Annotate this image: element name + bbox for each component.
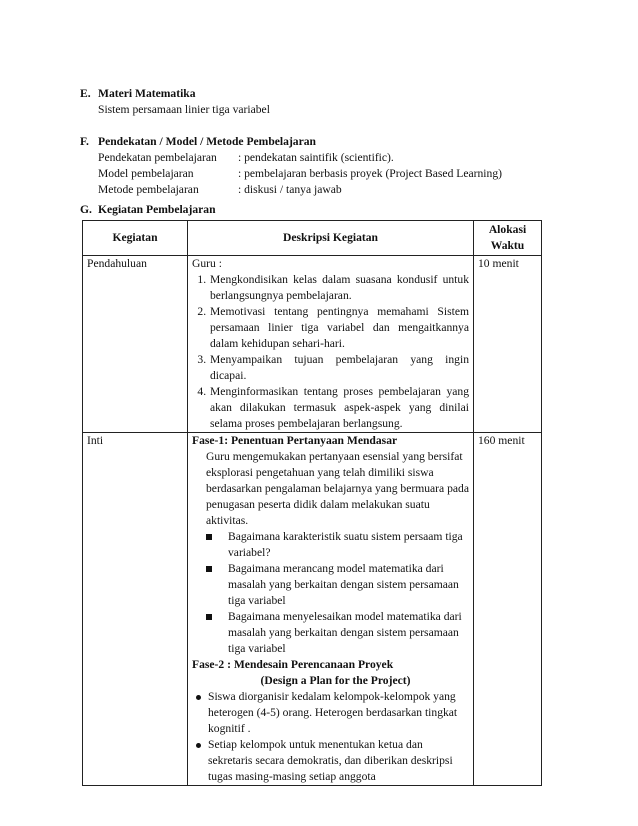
fase-2-heading: Fase-2 : Mendesain Perencanaan Proyek (192, 658, 394, 671)
pendahuluan-list (192, 272, 469, 432)
list-item: 3. Menyampaikan tujuan pembelajaran yang ingin dicapai. (209, 352, 469, 384)
section-g-title: Kegiatan Pembelajaran (98, 203, 216, 216)
section-e-title: Materi Matematika (98, 87, 196, 100)
cell-alokasi: 160 menit (474, 433, 542, 786)
table-row-pendahuluan (83, 256, 542, 433)
list-item: Siswa diorganisir kedalam kelompok-kelompok yang heterogen (4-5) orang. Heterogen berdasarkan tingkat kognitif . (208, 689, 469, 737)
fase-1-questions (192, 529, 469, 657)
section-f-row (98, 166, 560, 182)
header-kegiatan: Kegiatan (83, 221, 188, 256)
cell-kegiatan: Inti (83, 433, 188, 786)
fase-2-subtitle: (Design a Plan for the Project) (260, 674, 411, 687)
section-f-title: Pendekatan / Model / Metode Pembelajaran (98, 135, 316, 148)
section-g-letter: G. (80, 203, 92, 216)
row-key: Model pembelajaran (98, 167, 194, 180)
list-item: 4. Menginformasikan tentang proses pembelajaran yang akan dilakukan termasuk aspek-aspek yang dinilai selama proses pembelajaran berlangsung. (209, 384, 469, 432)
list-item: 1. Mengkondisikan kelas dalam suasana kondusif untuk berlangsungnya pembelajaran. (209, 272, 469, 304)
kegiatan-table (82, 220, 542, 786)
fase-1-description: Guru mengemukakan pertanyaan esensial yang bersifat eksplorasi pengetahuan yang telah dimiliki siswa berdasarkan pengalaman belajarnya yang bermuara pada penugasan peserta didik dalam melakukan suatu aktivitas. (206, 450, 469, 527)
cell-alokasi: 10 menit (474, 256, 542, 433)
list-item: 2. Memotivasi tentang pentingnya memahami Sistem persamaan linier tiga variabel dan mengaitkannya dalam kehidupan sehari-hari. (209, 304, 469, 352)
list-item: Bagaimana menyelesaikan model matematika dari masalah yang berkaitan dengan sistem persamaan tiga variabel (228, 609, 469, 657)
section-f-row (98, 150, 560, 166)
section-e (80, 86, 560, 118)
fase-1-title: : Penentuan Pertanyaan Mendasar (224, 434, 398, 447)
section-f-heading (80, 134, 560, 150)
section-e-text: Sistem persamaan linier tiga variabel (98, 103, 270, 116)
section-e-letter: E. (80, 87, 91, 100)
header-alokasi: Alokasi Waktu (474, 221, 542, 256)
section-f-row (98, 182, 560, 198)
row-key: Metode pembelajaran (98, 183, 199, 196)
fase-1-heading (192, 433, 469, 449)
section-f-letter: F. (80, 135, 89, 148)
list-item: Bagaimana merancang model matematika dari masalah yang berkaitan dengan sistem persamaan tiga variabel (228, 561, 469, 609)
list-item: Setiap kelompok untuk menentukan ketua dan sekretaris secara demokratis, dan diberikan deskripsi tugas masing-masing setiap anggota (208, 737, 469, 785)
row-key: Pendekatan pembelajaran (98, 151, 217, 164)
section-f (80, 134, 560, 198)
row-value: : diskusi / tanya jawab (238, 183, 342, 196)
table-header-row (83, 221, 542, 256)
guru-label: Guru : (192, 257, 222, 270)
table-row-inti (83, 433, 542, 786)
cell-deskripsi (188, 256, 474, 433)
list-item: Bagaimana karakteristik suatu sistem persaam tiga variabel? (228, 529, 469, 561)
section-g-heading (80, 202, 560, 218)
row-value: : pendekatan saintifik (scientific). (238, 151, 394, 164)
header-deskripsi: Deskripsi Kegiatan (188, 221, 474, 256)
fase-1-label: Fase-1 (192, 434, 225, 447)
section-e-heading (80, 86, 560, 102)
section-f-list (80, 150, 560, 198)
cell-kegiatan: Pendahuluan (83, 256, 188, 433)
row-value: : pembelajaran berbasis proyek (Project Based Learning) (238, 167, 502, 180)
section-g (80, 202, 560, 218)
fase-2-list (192, 689, 469, 785)
cell-deskripsi (188, 433, 474, 786)
